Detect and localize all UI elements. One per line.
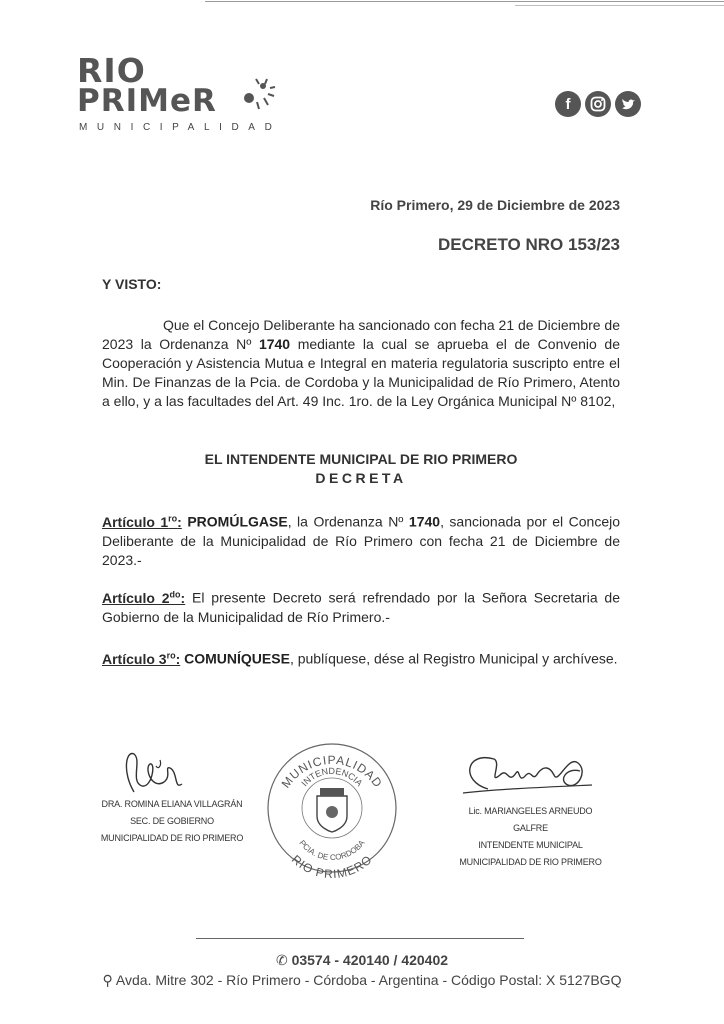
right-signatory <box>453 803 608 871</box>
footer-phone: ✆ 03574 - 420140 / 420402 <box>275 952 449 968</box>
logo-text-rio: RIO <box>77 51 146 90</box>
article-2: Artículo $2^{do}$: El presente Decreto será refrendado por la Señora Secretaria de Gobierno de la Municipalidad de Río Primero.- <box>102 589 621 625</box>
logo-subtitle: MUNICIPALIDAD <box>79 122 282 133</box>
left-signatory <box>92 796 252 847</box>
location-pin-icon: ⚲ <box>102 972 113 988</box>
left-signatory-org: MUNICIPALIDAD DE RIO PRIMERO <box>100 833 244 843</box>
svg-text:PCIA. DE CORDOBA: PCIA. DE CORDOBA <box>297 838 367 863</box>
article-3: Artículo $3^{ro}$: COMUNÍQUESE, publíquese, dése al Registro Municipal y archívese. <box>102 650 618 667</box>
decree-number: DECRETO NRO 153/23 <box>437 235 620 254</box>
left-signatory-title: SEC. DE GOBIERNO <box>130 816 214 826</box>
right-signature-scribble <box>458 745 598 800</box>
article-2-label: Artículo $2^{do}$: <box>102 589 186 606</box>
phone-icon: ✆ <box>275 952 288 968</box>
logo-people-icon <box>240 76 280 114</box>
article-1: Artículo $1^{ro}$: PROMÚLGASE, la Ordenanza Nº 1740, sancionada por el Concejo Deliberante de la Municipalidad de Río Primero con fecha 21 de Diciembre de 2023.- <box>102 513 621 568</box>
considerando-paragraph: Que el Concejo Deliberante ha sancionado con fecha 21 de Diciembre de 2023 la Ordenanza Nº 1740 mediante la cual se aprueba el de Convenio de Cooperación y Asistencia Mutua e Integral en materia regulatoria suscripto entre el Min. De Finanzas de la Pcia. de Cordoba y la Municipalidad de Río Primero, Atento a ello, y a las facultades del Art. 49 Inc. 1ro. de la Ley Orgánica Municipal Nº 8102, <box>102 317 621 409</box>
svg-text:INTENDENCIA: INTENDENCIA <box>299 765 365 789</box>
intendente-heading: EL INTENDENTE MUNICIPAL DE RIO PRIMERO <box>204 451 518 467</box>
twitter-icon[interactable] <box>615 91 641 117</box>
svg-text:MUNICIPALIDAD: MUNICIPALIDAD <box>278 752 386 791</box>
place-date: Río Primero, 29 de Diciembre de 2023 <box>370 197 620 213</box>
right-signatory-name: Lic. MARIANGELES ARNEUDO GALFRE <box>468 806 593 833</box>
scan-edge-line <box>205 1 724 2</box>
instagram-icon[interactable] <box>585 91 611 117</box>
visto-label: Y VISTO: <box>102 276 162 292</box>
svg-text:RIO PRIMERO: RIO PRIMERO <box>288 852 376 878</box>
article-3-label: Artículo $3^{ro}$: <box>102 650 181 667</box>
right-signatory-title: INTENDENTE MUNICIPAL <box>478 840 583 850</box>
municipal-stamp <box>262 738 402 878</box>
footer-address: ⚲ Avda. Mitre 302 - Río Primero - Córdoba - Argentina - Código Postal: X 5127BGQ <box>102 972 622 988</box>
left-signatory-name: DRA. ROMINA ELIANA VILLAGRÁN <box>101 799 243 809</box>
decreta-heading: DECRETA <box>315 470 407 486</box>
right-signatory-org: MUNICIPALIDAD DE RIO PRIMERO <box>459 857 602 867</box>
logo-text-primero: PRIMeR <box>77 83 217 119</box>
article-1-label: Artículo $1^{ro}$: <box>102 513 182 530</box>
facebook-icon[interactable]: f <box>555 91 581 117</box>
left-signature-scribble <box>112 742 192 802</box>
footer-divider <box>196 938 524 939</box>
scan-edge-line <box>515 5 724 6</box>
